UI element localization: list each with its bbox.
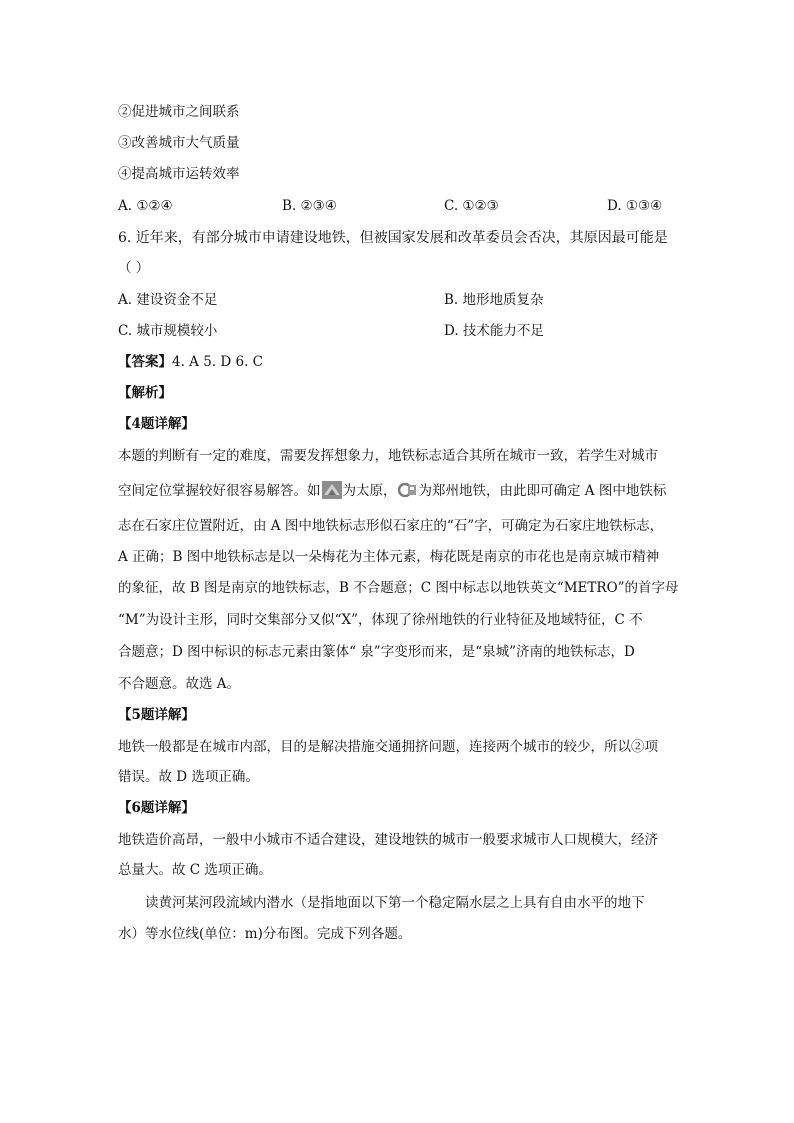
q4-text-segment: 为郑州地铁，由此即可确定 A 图中地铁标 [418,483,667,499]
q4-detail-line: 的象征，故 B 图是南京的地铁标志，B 不合题意；C 图中标志以地铁英文“METRO”的首字母 [118,580,679,596]
q5-detail-header: 【5题详解】 [118,707,195,723]
q5-option-d: D. ①③④ [607,198,663,214]
q4-detail-header: 【4题详解】 [118,416,195,432]
q4-detail-line: A 正确；B 图中地铁标志是以一朵梅花为主体元素，梅花既是南京的市花也是南京城市精神 [118,549,660,565]
zhengzhou-metro-logo-icon [398,481,418,499]
taiyuan-metro-logo-icon [322,481,342,499]
q4-detail-line: 不合题意。故选 A。 [118,676,241,692]
q4-detail-line: “M”为设计主形，同时交集部分又似“X”，体现了徐州地铁的行业特征及地域特征，C 不 [118,612,643,628]
q5-option-c: C. ①②③ [444,198,499,214]
q4-detail-line: 志在石家庄位置附近，由 A 图中地铁标志形似石家庄的“石”字，可确定为石家庄地铁标志， [118,518,664,534]
q5-detail-line: 地铁一般都是在城市内部，目的是解决措施交通拥挤问题，连接两个城市的较少，所以②项 [118,739,658,755]
q6-paren: （ ） [118,260,150,276]
answer-label: 【答案】 [118,354,172,370]
q4-text-segment: 空间定位掌握较好很容易解答。如 [118,483,321,499]
next-question-intro: 水）等水位线(单位：m)分布图。完成下列各题。 [118,926,412,942]
answer-line [118,352,263,372]
q6-option-d: D. 技术能力不足 [444,323,544,339]
q5-option-a: A. ①②④ [118,198,173,214]
q4-detail-line: 本题的判断有一定的难度，需要发挥想象力，地铁标志适合其所在城市一致，若学生对城市 [118,448,658,464]
option-item-4: ④提高城市运转效率 [118,166,240,182]
q6-detail-line: 地铁造价高昂，一般中小城市不适合建设，建设地铁的城市一般要求城市人口规模大，经济 [118,832,658,848]
q6-option-b: B. 地形地质复杂 [444,292,544,308]
q4-detail-line [118,481,666,501]
option-item-3: ③改善城市大气质量 [118,135,240,151]
answer-text: 4. A 5. D 6. C [172,354,263,370]
q6-detail-header: 【6题详解】 [118,800,195,816]
analysis-label: 【解析】 [118,385,172,401]
q6-option-a: A. 建设资金不足 [118,292,218,308]
q5-detail-line: 错误。故 D 选项正确。 [118,769,259,785]
q5-option-b: B. ②③④ [282,198,337,214]
option-item-2: ②促进城市之间联系 [118,104,240,120]
q6-detail-line: 总量大。故 C 选项正确。 [118,862,272,878]
q6-option-c: C. 城市规模较小 [118,323,218,339]
q4-detail-line: 合题意；D 图中标识的标志元素由篆体“ 泉”字变形而来，是“泉城”济南的地铁标志，D [118,644,635,660]
next-question-intro: 读黄河某河段流域内潜水（是指地面以下第一个稳定隔水层之上具有自由水平的地下 [145,895,645,911]
q6-stem: 6. 近年来，有部分城市申请建设地铁，但被国家发展和改革委员会否决，其原因最可能是 [118,230,668,246]
q4-text-segment: 为太原， [342,483,397,499]
